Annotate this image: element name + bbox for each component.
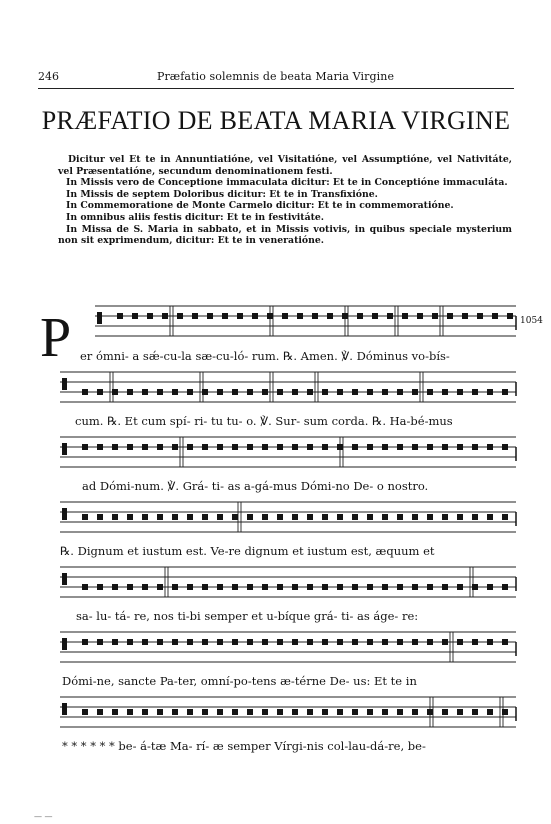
- neume-note: [352, 709, 358, 715]
- neume-note: [202, 444, 208, 450]
- neume-note: [382, 639, 388, 645]
- neume-note: [307, 584, 313, 590]
- neume-note: [187, 584, 193, 590]
- rubric-paragraph: In Missa de S. Maria in sabbato, et in Missis votivis, in quibus speciale mysterium non sit exprimendum, dicitur: Et te in veneratióne.: [58, 223, 512, 247]
- neume-note: [127, 389, 133, 395]
- neume-note: [232, 389, 238, 395]
- neume-note: [187, 639, 193, 645]
- neume-note: [502, 639, 508, 645]
- margin-number: 1054: [520, 316, 543, 326]
- neume-note: [172, 639, 178, 645]
- neume-note: [252, 313, 258, 319]
- neume-note: [82, 709, 88, 715]
- neume-note: [97, 639, 103, 645]
- neume-note: [232, 514, 238, 520]
- header-rule: [38, 88, 514, 89]
- neume-note: [202, 639, 208, 645]
- neume-note: [112, 709, 118, 715]
- neume-note: [157, 584, 163, 590]
- neume-note: [412, 514, 418, 520]
- neume-note: [412, 584, 418, 590]
- neume-note: [397, 639, 403, 645]
- rubrics-block: [58, 154, 512, 247]
- neume-note: [237, 313, 243, 319]
- neume-note: [127, 709, 133, 715]
- rubric-paragraph: In Missis de septem Doloribus dicitur: Et te in Transfixióne.: [66, 188, 378, 200]
- neume-note: [382, 389, 388, 395]
- neume-note: [277, 584, 283, 590]
- neume-note: [172, 709, 178, 715]
- clef-mark: [62, 638, 67, 650]
- neume-note: [262, 389, 268, 395]
- neume-note: [397, 389, 403, 395]
- chant-staff: [0, 626, 551, 666]
- neume-note: [307, 514, 313, 520]
- running-head: Præfatio solemnis de beata Maria Virgine: [156, 70, 395, 83]
- neume-note: [277, 389, 283, 395]
- neume-note: [502, 584, 508, 590]
- chant-staff: [0, 561, 551, 601]
- neume-note: [202, 389, 208, 395]
- neume-note: [382, 444, 388, 450]
- neume-note: [297, 313, 303, 319]
- neume-note: [192, 313, 198, 319]
- neume-note: [112, 444, 118, 450]
- neume-note: [172, 584, 178, 590]
- neume-note: [292, 639, 298, 645]
- neume-note: [337, 584, 343, 590]
- neume-note: [82, 639, 88, 645]
- neume-note: [202, 514, 208, 520]
- neume-note: [322, 584, 328, 590]
- clef-mark: [62, 508, 67, 520]
- neume-note: [247, 444, 253, 450]
- neume-note: [232, 639, 238, 645]
- neume-note: [307, 444, 313, 450]
- neume-note: [307, 389, 313, 395]
- chant-staff: [0, 691, 551, 731]
- neume-note: [352, 514, 358, 520]
- neume-note: [262, 584, 268, 590]
- neume-note: [427, 639, 433, 645]
- neume-note: [132, 313, 138, 319]
- neume-note: [352, 389, 358, 395]
- neume-note: [352, 639, 358, 645]
- neume-note: [142, 514, 148, 520]
- neume-note: [337, 444, 343, 450]
- neume-note: [187, 514, 193, 520]
- lyric-line-4: ℞. Dignum et iustum est. Ve-re dignum et iustum est, æquum et: [60, 544, 435, 558]
- neume-note: [112, 514, 118, 520]
- lyric-line-6: Dómi-ne, sancte Pa-ter, omní-po-tens æ-térne De- us: Et te in: [62, 674, 417, 688]
- neume-note: [187, 444, 193, 450]
- neume-note: [202, 709, 208, 715]
- neume-note: [427, 584, 433, 590]
- neume-note: [232, 444, 238, 450]
- chant-staff: [0, 431, 551, 471]
- neume-note: [292, 444, 298, 450]
- neume-note: [432, 313, 438, 319]
- neume-note: [457, 709, 463, 715]
- neume-note: [427, 709, 433, 715]
- neume-note: [127, 444, 133, 450]
- neume-note: [337, 514, 343, 520]
- neume-note: [412, 444, 418, 450]
- rubric-paragraph: In Missis vero de Conceptione immaculata dicitur: Et te in Conceptióne immaculáta.: [66, 177, 508, 189]
- neume-note: [457, 584, 463, 590]
- neume-note: [412, 639, 418, 645]
- neume-note: [342, 313, 348, 319]
- neume-note: [327, 313, 333, 319]
- chant-staff: [0, 366, 551, 406]
- neume-note: [97, 514, 103, 520]
- neume-note: [217, 514, 223, 520]
- neume-note: [162, 313, 168, 319]
- neume-note: [172, 514, 178, 520]
- clef-mark: [97, 312, 102, 324]
- neume-note: [247, 639, 253, 645]
- neume-note: [402, 313, 408, 319]
- neume-note: [217, 709, 223, 715]
- neume-note: [262, 444, 268, 450]
- neume-note: [127, 639, 133, 645]
- neume-note: [457, 639, 463, 645]
- neume-note: [442, 709, 448, 715]
- neume-note: [112, 389, 118, 395]
- neume-note: [487, 444, 493, 450]
- neume-note: [142, 639, 148, 645]
- neume-note: [322, 514, 328, 520]
- lyric-line-5: sa- lu- tá- re, nos ti-bi semper et u-bíque grá- ti- as áge- re:: [76, 609, 419, 623]
- neume-note: [322, 444, 328, 450]
- neume-note: [247, 584, 253, 590]
- neume-note: [307, 639, 313, 645]
- neume-note: [352, 444, 358, 450]
- neume-note: [217, 584, 223, 590]
- lyric-line-3: ad Dómi-num. ℣. Grá- ti- as a-gá-mus Dómi-no De- o nostro.: [82, 479, 429, 493]
- neume-note: [157, 514, 163, 520]
- neume-note: [427, 514, 433, 520]
- neume-note: [382, 584, 388, 590]
- neume-note: [397, 514, 403, 520]
- neume-note: [142, 709, 148, 715]
- neume-note: [282, 313, 288, 319]
- neume-note: [387, 313, 393, 319]
- neume-note: [277, 514, 283, 520]
- neume-note: [82, 389, 88, 395]
- neume-note: [507, 313, 513, 319]
- rubric-paragraph: In omnibus aliis festis dicitur: Et te in festivitáte.: [66, 211, 325, 223]
- clef-mark: [62, 703, 67, 715]
- neume-note: [367, 709, 373, 715]
- bottom-mark: — —: [34, 812, 53, 821]
- lyric-line-2: cum. ℞. Et cum spí- ri- tu tu- o. ℣. Sur- sum corda. ℞. Ha-bé-mus: [75, 414, 453, 428]
- neume-note: [502, 514, 508, 520]
- neume-note: [322, 389, 328, 395]
- neume-note: [337, 709, 343, 715]
- page-number: 246: [38, 70, 59, 83]
- neume-note: [277, 709, 283, 715]
- neume-note: [457, 389, 463, 395]
- neume-note: [412, 709, 418, 715]
- neume-note: [322, 709, 328, 715]
- neume-note: [457, 444, 463, 450]
- neume-note: [112, 639, 118, 645]
- neume-note: [502, 389, 508, 395]
- neume-note: [367, 639, 373, 645]
- neume-note: [292, 709, 298, 715]
- neume-note: [247, 389, 253, 395]
- neume-note: [487, 639, 493, 645]
- neume-note: [307, 709, 313, 715]
- neume-note: [97, 709, 103, 715]
- neume-note: [112, 584, 118, 590]
- neume-note: [487, 584, 493, 590]
- neume-note: [322, 639, 328, 645]
- neume-note: [502, 709, 508, 715]
- neume-note: [417, 313, 423, 319]
- neume-note: [487, 709, 493, 715]
- neume-note: [117, 313, 123, 319]
- neume-note: [157, 389, 163, 395]
- neume-note: [292, 514, 298, 520]
- neume-note: [367, 584, 373, 590]
- neume-note: [372, 313, 378, 319]
- neume-note: [217, 389, 223, 395]
- neume-note: [97, 584, 103, 590]
- chant-staff: [0, 496, 551, 536]
- rubric-paragraph: In Commemoratione de Monte Carmelo dicitur: Et te in commemoratióne.: [66, 200, 454, 212]
- neume-note: [502, 444, 508, 450]
- neume-note: [127, 514, 133, 520]
- neume-note: [472, 639, 478, 645]
- neume-note: [157, 709, 163, 715]
- neume-note: [472, 389, 478, 395]
- neume-note: [472, 514, 478, 520]
- neume-note: [292, 389, 298, 395]
- chant-staff: [0, 300, 551, 340]
- neume-note: [382, 514, 388, 520]
- neume-note: [312, 313, 318, 319]
- neume-note: [142, 584, 148, 590]
- drop-cap-initial: P: [40, 307, 72, 369]
- page-title: PRÆFATIO DE BEATA MARIA VIRGINE: [41, 106, 511, 135]
- neume-note: [367, 389, 373, 395]
- neume-note: [187, 389, 193, 395]
- neume-note: [142, 444, 148, 450]
- neume-note: [277, 444, 283, 450]
- neume-note: [442, 389, 448, 395]
- neume-note: [172, 389, 178, 395]
- neume-note: [147, 313, 153, 319]
- neume-note: [447, 313, 453, 319]
- neume-note: [267, 313, 273, 319]
- neume-note: [412, 389, 418, 395]
- neume-note: [397, 709, 403, 715]
- neume-note: [462, 313, 468, 319]
- neume-note: [157, 639, 163, 645]
- neume-note: [472, 444, 478, 450]
- neume-note: [427, 444, 433, 450]
- neume-note: [472, 709, 478, 715]
- neume-note: [82, 584, 88, 590]
- neume-note: [262, 514, 268, 520]
- neume-note: [232, 584, 238, 590]
- neume-note: [187, 709, 193, 715]
- neume-note: [222, 313, 228, 319]
- neume-note: [367, 514, 373, 520]
- neume-note: [357, 313, 363, 319]
- rubric-paragraph: Dicitur vel Et te in Annuntiatióne, vel Visitatióne, vel Assumptióne, vel Nativitáte, vel Præsentatióne, secundum denominationem festi.: [58, 154, 512, 177]
- neume-note: [457, 514, 463, 520]
- neume-note: [217, 639, 223, 645]
- neume-note: [177, 313, 183, 319]
- neume-note: [487, 389, 493, 395]
- neume-note: [262, 639, 268, 645]
- neume-note: [142, 389, 148, 395]
- neume-note: [262, 709, 268, 715]
- neume-note: [247, 514, 253, 520]
- neume-note: [492, 313, 498, 319]
- neume-note: [97, 444, 103, 450]
- neume-note: [217, 444, 223, 450]
- lyric-line-7: * * * * * * be- á-tæ Ma- rí- æ semper Vírgi-nis col-lau-dá-re, be-: [62, 739, 426, 753]
- neume-note: [207, 313, 213, 319]
- neume-note: [277, 639, 283, 645]
- neume-note: [127, 584, 133, 590]
- neume-note: [232, 709, 238, 715]
- neume-note: [247, 709, 253, 715]
- neume-note: [427, 389, 433, 395]
- neume-note: [397, 444, 403, 450]
- neume-note: [97, 389, 103, 395]
- neume-note: [367, 444, 373, 450]
- lyric-line-1: er ómni- a sǽ-cu-la sæ-cu-ló- rum. ℞. Amen. ℣. Dóminus vo-bís-: [80, 349, 450, 363]
- neume-note: [82, 514, 88, 520]
- neume-note: [472, 584, 478, 590]
- neume-note: [442, 514, 448, 520]
- neume-note: [382, 709, 388, 715]
- neume-note: [477, 313, 483, 319]
- neume-note: [82, 444, 88, 450]
- neume-note: [352, 584, 358, 590]
- neume-note: [337, 639, 343, 645]
- clef-mark: [62, 443, 67, 455]
- neume-note: [442, 584, 448, 590]
- neume-note: [442, 639, 448, 645]
- clef-mark: [62, 573, 67, 585]
- neume-note: [337, 389, 343, 395]
- clef-mark: [62, 378, 67, 390]
- neume-note: [397, 584, 403, 590]
- neume-note: [442, 444, 448, 450]
- neume-note: [202, 584, 208, 590]
- neume-note: [172, 444, 178, 450]
- neume-note: [292, 584, 298, 590]
- neume-note: [157, 444, 163, 450]
- neume-note: [487, 514, 493, 520]
